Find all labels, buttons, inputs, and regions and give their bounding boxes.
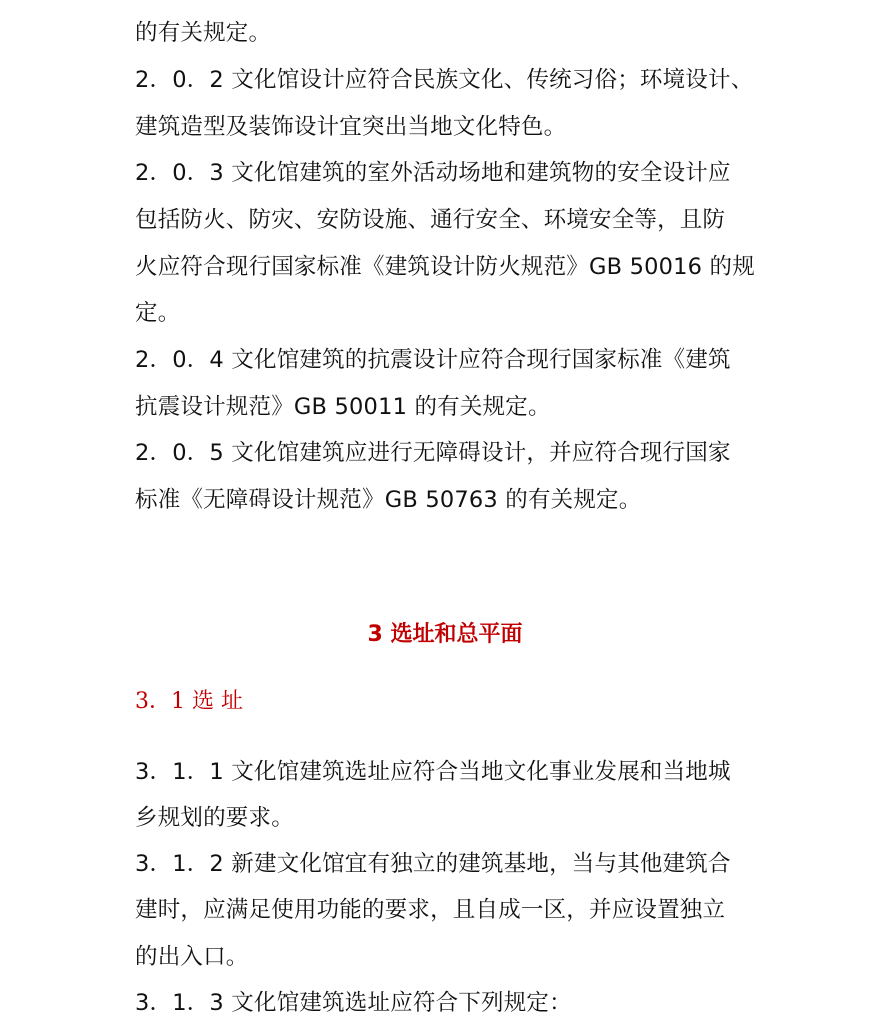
text-line: 定。 bbox=[135, 300, 181, 326]
text-line: 标准《无障碍设计规范》GB 50763 的有关规定。 bbox=[135, 487, 642, 513]
text-line: 建筑造型及装饰设计宜突出当地文化特色。 bbox=[135, 114, 567, 140]
text-line: 包括防火、防灾、安防设施、通行安全、环境安全等，且防 bbox=[135, 207, 726, 233]
text-line: 乡规划的要求。 bbox=[135, 805, 294, 831]
text-line: 3．1．3 文化馆建筑选址应符合下列规定： bbox=[135, 990, 572, 1016]
text-line: 2．0．3 文化馆建筑的室外活动场地和建筑物的安全设计应 bbox=[135, 160, 731, 186]
text-line: 3．1．1 文化馆建筑选址应符合当地文化事业发展和当地城 bbox=[135, 759, 731, 785]
text-line: 建时，应满足使用功能的要求，且自成一区，并应设置独立 bbox=[135, 897, 726, 923]
text-line: 火应符合现行国家标准《建筑设计防火规范》GB 50016 的规 bbox=[135, 254, 755, 280]
text-line: 2．0．2 文化馆设计应符合民族文化、传统习俗；环境设计、 bbox=[135, 67, 754, 93]
section-title: 3 选址和总平面 bbox=[367, 622, 523, 647]
text-line: 的出入口。 bbox=[135, 944, 249, 970]
text-line: 3．1．2 新建文化馆宜有独立的建筑基地，当与其他建筑合 bbox=[135, 851, 731, 877]
text-line: 抗震设计规范》GB 50011 的有关规定。 bbox=[135, 394, 551, 420]
text-line: 2．0．4 文化馆建筑的抗震设计应符合现行国家标准《建筑 bbox=[135, 347, 731, 373]
text-line: 2．0．5 文化馆建筑应进行无障碍设计，并应符合现行国家 bbox=[135, 440, 731, 466]
text-line: 的有关规定。 bbox=[135, 20, 272, 46]
subsection-title: 3．1 选 址 bbox=[135, 689, 243, 714]
